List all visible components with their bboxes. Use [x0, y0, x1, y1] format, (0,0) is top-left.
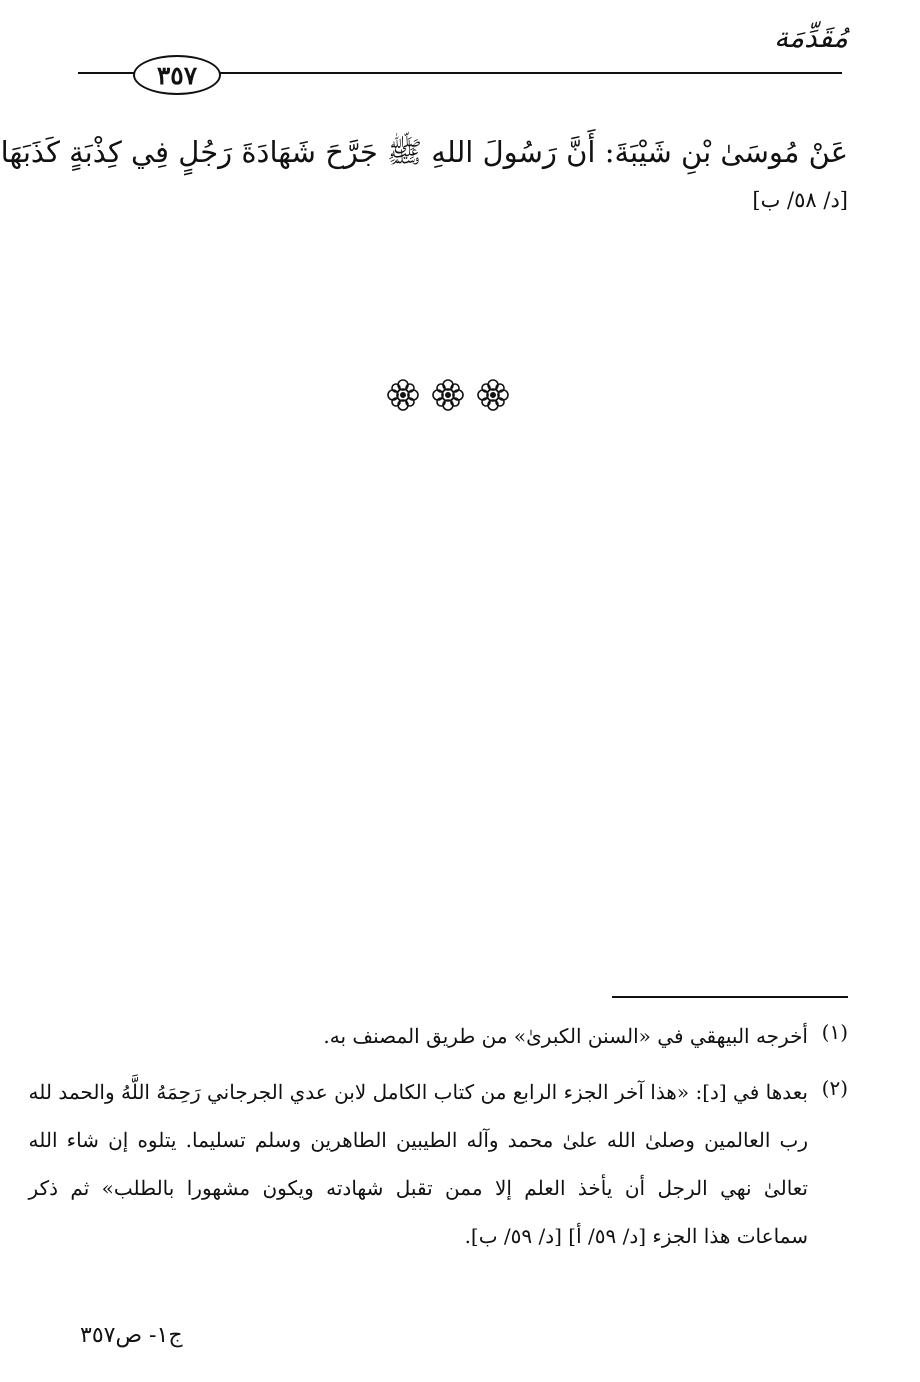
footnote-line: بعدها في [د]: «هذا آخر الجزء الرابع من كتاب الكامل لابن عدي الجرجاني رَحِمَهُ اللَّهُ والحمد لله	[28, 1080, 808, 1104]
footnote-line: تعالىٰ نهي الرجل أن يأخذ العلم إلا ممن تقبل شهادته ويكون مشهورا بالطلب» ثم ذكر	[28, 1176, 809, 1200]
floral-rosette-icon	[475, 377, 511, 413]
hadith-text	[0, 118, 848, 177]
volume-page-reference: ج١- ص٣٥٧	[80, 1323, 183, 1348]
footnote-number: (٢)	[821, 1076, 848, 1100]
manuscript-reference: [د/ ٥٨/ ب]	[752, 188, 848, 212]
footnote-1	[80, 1012, 848, 1060]
page-number-badge	[133, 55, 221, 95]
footnote-line: أخرجه البيهقي في «السنن الكبرىٰ» من طريق المصنف به.	[323, 1024, 808, 1048]
section-separator-ornaments	[385, 377, 511, 413]
page-number: ٣٥٧	[156, 60, 198, 90]
hadith-body: عَنْ مُوسَىٰ بْنِ شَيْبَةَ: أَنَّ رَسُولَ اللهِ ﷺ جَرَّحَ شَهَادَةَ رَجُلٍ فِي كِذْبَةٍ كَذَبَهَا	[0, 135, 848, 169]
footnote-line: سماعات هذا الجزء [د/ ٥٩/ أ] [د/ ٥٩/ ب].	[464, 1224, 808, 1248]
footnote-2	[28, 1068, 848, 1260]
header-title: مُقَدِّمَة	[774, 21, 848, 54]
floral-rosette-icon	[385, 377, 421, 413]
footnote-line: رب العالمين وصلىٰ الله علىٰ محمد وآله الطيبين الطاهرين وسلم تسليما. يتلوه إن شاء الله	[28, 1128, 808, 1152]
footnote-number: (١)	[821, 1020, 848, 1044]
footnote-text	[29, 1068, 808, 1260]
footnotes	[28, 1012, 848, 1260]
footnote-text	[80, 1012, 808, 1060]
footnote-separator	[612, 996, 848, 998]
floral-rosette-icon	[430, 377, 466, 413]
